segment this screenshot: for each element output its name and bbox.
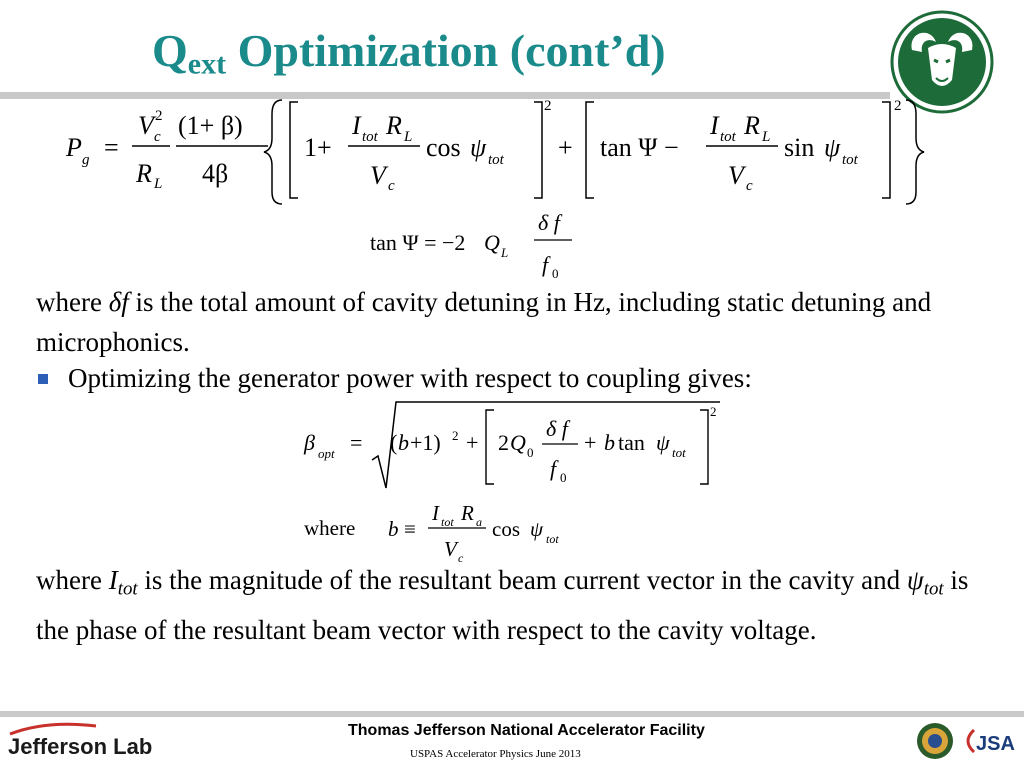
svg-text:I: I — [710, 111, 719, 140]
generator-power-equation — [60, 96, 940, 206]
svg-text:tan Ψ = −2: tan Ψ = −2 — [370, 230, 466, 255]
bullet-marker — [38, 374, 48, 384]
svg-text:+1): +1) — [410, 430, 441, 455]
svg-text:+: + — [466, 430, 479, 455]
svg-text:Jefferson Lab: Jefferson Lab — [8, 734, 153, 759]
svg-text:ψ: ψ — [824, 133, 841, 162]
svg-text:V: V — [444, 537, 457, 561]
svg-text:+: + — [584, 430, 597, 455]
svg-text:b: b — [604, 430, 615, 455]
svg-text:tot: tot — [362, 129, 378, 145]
svg-text:f: f — [542, 252, 549, 277]
svg-text:0: 0 — [527, 445, 534, 460]
title-q: Q — [152, 25, 188, 76]
svg-text:R: R — [744, 111, 760, 140]
svg-text:R: R — [136, 159, 152, 188]
detuning-paragraph — [36, 282, 996, 362]
svg-text:=: = — [350, 430, 363, 455]
svg-text:2: 2 — [452, 428, 459, 443]
svg-text:L: L — [404, 129, 413, 145]
svg-text:tot: tot — [441, 515, 454, 529]
svg-text:sin: sin — [784, 133, 815, 162]
svg-text:≡: ≡ — [404, 517, 416, 541]
svg-text:Q: Q — [484, 230, 500, 255]
svg-text:tot: tot — [842, 152, 858, 168]
tan-psi-equation — [368, 206, 608, 288]
svg-text:ψ: ψ — [656, 430, 670, 455]
svg-text:I: I — [432, 501, 439, 525]
svg-text:c: c — [746, 178, 753, 194]
para1-text: is the total amount of cavity detuning in Hz, including static detuning and microphonics. — [36, 287, 932, 357]
b-definition-equation — [384, 494, 584, 568]
svg-text:Q: Q — [510, 430, 526, 455]
svg-text:L: L — [154, 176, 163, 192]
page-title — [152, 25, 666, 81]
doe-seal-icon — [916, 722, 954, 760]
jsa-logo — [960, 722, 1020, 760]
svg-text:tot: tot — [672, 445, 686, 460]
footer-divider — [0, 711, 1024, 717]
svg-text:tan Ψ −: tan Ψ − — [600, 133, 679, 162]
para2-where: where — [36, 565, 109, 595]
svg-text:=: = — [104, 133, 119, 162]
i-symbol: I — [108, 565, 118, 595]
svg-text:(1+ β): (1+ β) — [178, 111, 243, 140]
svg-text:c: c — [154, 129, 161, 145]
svg-text:cos: cos — [426, 133, 461, 162]
svg-text:tan: tan — [618, 430, 645, 455]
title-sub: ext — [187, 47, 227, 81]
title-rest: Optimization (cont’d) — [226, 25, 666, 76]
delta-f-symbol: δf — [108, 287, 129, 317]
para1-where: where — [36, 287, 109, 317]
svg-text:V: V — [728, 161, 744, 190]
svg-text:V: V — [370, 161, 386, 190]
svg-text:V: V — [138, 111, 154, 140]
para2-mid: is the magnitude of the resultant beam current vector in the cavity and — [137, 565, 907, 595]
svg-text:R: R — [461, 501, 474, 525]
svg-text:4β: 4β — [202, 159, 229, 188]
facility-name: Thomas Jefferson National Accelerator Facility — [348, 722, 705, 739]
svg-text:2: 2 — [710, 404, 717, 419]
svg-text:1+: 1+ — [304, 133, 332, 162]
beam-vector-paragraph — [36, 560, 996, 650]
svg-text:tot: tot — [488, 152, 504, 168]
svg-text:f: f — [550, 456, 557, 481]
svg-text:opt: opt — [318, 446, 335, 461]
beta-opt-equation — [300, 400, 730, 492]
svg-text:0: 0 — [552, 266, 559, 281]
svg-text:L: L — [762, 129, 771, 145]
svg-text:g: g — [82, 152, 90, 168]
bullet-text: Optimizing the generator power with respect to coupling gives: — [68, 363, 752, 393]
psi-symbol: ψ — [906, 565, 924, 595]
svg-text:2: 2 — [498, 430, 509, 455]
svg-text:b: b — [388, 517, 399, 541]
jefferson-lab-logo — [6, 718, 166, 762]
svg-text:tot: tot — [546, 532, 559, 546]
svg-text:c: c — [388, 178, 395, 194]
svg-text:δ f: δ f — [546, 416, 568, 441]
psi-subscript: tot — [923, 578, 944, 600]
svg-text:2: 2 — [155, 108, 163, 124]
svg-text:I: I — [352, 111, 361, 140]
svg-text:b: b — [398, 430, 409, 455]
svg-text:ψ: ψ — [530, 517, 544, 541]
svg-text:0: 0 — [560, 470, 567, 485]
svg-text:a: a — [476, 515, 482, 529]
where-label: where — [304, 516, 356, 540]
svg-text:δ f: δ f — [538, 210, 560, 235]
svg-text:ψ: ψ — [470, 133, 487, 162]
svg-text:2: 2 — [894, 98, 902, 114]
svg-text:c: c — [458, 551, 464, 565]
svg-text:(: ( — [390, 430, 398, 455]
svg-text:2: 2 — [544, 98, 552, 114]
svg-text:R: R — [386, 111, 402, 140]
course-info: USPAS Accelerator Physics June 2013 — [410, 748, 581, 760]
para2-end: is the phase of the resultant beam vector with respect to the cavity voltage. — [36, 565, 969, 645]
svg-text:JSA: JSA — [976, 733, 1015, 755]
svg-text:P: P — [66, 133, 82, 162]
svg-text:L: L — [501, 245, 509, 260]
svg-text:cos: cos — [492, 517, 520, 541]
svg-text:+: + — [558, 133, 573, 162]
svg-text:tot: tot — [720, 129, 736, 145]
i-subscript: tot — [117, 578, 138, 600]
svg-text:β: β — [304, 430, 315, 455]
